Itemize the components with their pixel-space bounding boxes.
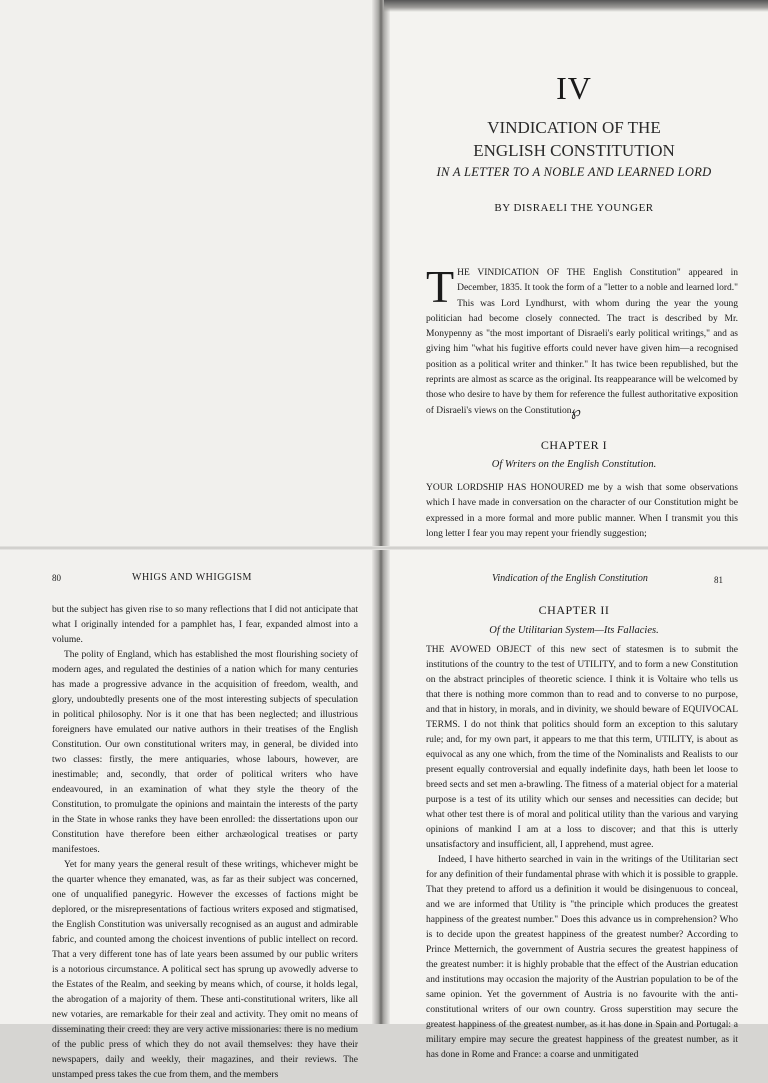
running-head-left: WHIGS AND WHIGGISM <box>132 572 252 583</box>
intro-text: English Constitution" appeared in December, 1835. It took the form of a "letter to a noble and learned lord." This was Lord Lyndhurst, with whom during the year the young politician had become closely connected. The tract is described by Mr. Monypenny as "the most important of Disraeli's early political writings," and as giving him "what his fugitive efforts could never have given him—a recognised position as a political writer and thinker." It has twice been republished, but the reprints are almost as scarce as the original. Its reappearance will be welcomed by those who desire to have by them for reference the fullest authoritative exposition of Disraeli's views on the Constitution. <box>426 268 739 416</box>
drop-cap: T <box>426 261 455 312</box>
left-paragraph-1: but the subject has given rise to so many reflections that I did not anticipate that what I originally intended for a pamphlet has, I fear, expanded almost into a volume. <box>52 605 358 645</box>
chapter-1-opening-text <box>426 481 738 542</box>
left-page-body <box>52 603 358 1083</box>
right-paragraph-2: Indeed, I have hitherto searched in vain in the writings of the Utilitarian sect for any definition of their fundamental phrase with which it is possible to grapple. That they pretend to afford us a definition it would be disingenuous to conceal, and we are informed that Utility is "the principle which produces the greatest happiness of the greatest number." Does this advance us in comprehension? Who is to decide upon the greatest happiness of the greatest number? According to Prince Metternich, the government of Austria secures the greatest happiness of the greatest number: it is highly probable that the effect of the Austrian education and institutions may occasion the majority of the Austrian population to be of the same opinion. Yet the government of Austria is no favourite with the anti-constitutional writers of our own country. Gross superstition may secure the greatest happiness of the greatest number, as it has done in Spain and Portugal: a military empire may secure the greatest happiness of the greatest number, as it has done in Rome and France: a coarse and unmitigated <box>426 855 738 1060</box>
right-page-body <box>426 643 738 1063</box>
left-paragraph-2: The polity of England, which has established the most flourishing society of modern ages, and regulated the destinies of a nation which for many centuries has made a progressive advance in the acquisition of freedom, wealth, and glory, undoubtedly presents one of the most interesting subjects of speculation in political philosophy. Nor is it one that has been neglected; and illustrious foreigners have emulated our native authors in their treatises of the English Constitution. Our own constitutional writers may, in general, be divided into two classes: firstly, the mere antiquaries, whose labours, however, are inestimable; and, secondly, that order of political writers who have endeavoured, in an examination of what they style the theory of the Constitution, to promulgate the opinions and maintain the interests of the party in the State in whose ranks they have been enrolled: the dissertations upon our Constitution have therefore been either archæological treatises or party manifestoes. <box>52 650 358 855</box>
chapter-1-smallcaps: YOUR LORDSHIP HAS HONOURED <box>426 483 584 493</box>
scan-top-shadow <box>384 0 768 12</box>
chapter-1-heading: CHAPTER I <box>540 438 608 452</box>
essay-title-line-1: VINDICATION OF THE <box>487 118 661 137</box>
ornament-icon: ℘ <box>571 405 581 420</box>
chapter-2-subtitle: Of the Utilitarian System—Its Fallacies. <box>489 625 659 636</box>
chapter-numeral: IV <box>556 70 592 106</box>
essay-subtitle: IN A LETTER TO A NOBLE AND LEARNED LORD <box>436 165 712 179</box>
chapter-2-heading: CHAPTER II <box>538 603 610 617</box>
essay-title-line-2: ENGLISH CONSTITUTION <box>473 141 675 160</box>
chapter-1-subtitle: Of Writers on the English Constitution. <box>491 459 657 470</box>
right-page <box>384 548 768 1060</box>
right-paragraph-1-text: of this new sect of statesmen is to submit the institutions of the country to the test of UTILITY, and to form a new Constitution on the abstract principles of theoretic science. I think it is Voltaire who tells us that there is nothing more common than to read and to converse to no purpose, and that in history, in morals, and in divinity, we should beware of EQUIVOCAL TERMS. I do not think that politics should form an exception to this salutary rule; and, for my own part, it appears to me that this term, UTILITY, is about as equivocal as any one which, from the time of the Nominalists and Realists to our present equally controversial and equally indefinite days, hath been let loose to breed sects and set men a-brawling. The fitness of a material object for a material purpose is a test of its utility which our senses and necessities can decide; but what other test there is of moral and political utility than the various and varying opinions of mankind I am at a loss to discover; and that this is utterly unsatisfactory and insufficient, all, I apprehend, must agree. <box>426 645 738 850</box>
essay-title <box>424 116 724 162</box>
left-page <box>0 548 380 1080</box>
left-paragraph-3: Yet for many years the general result of these writings, whichever might be the quarter whence they emanated, was, as far as their subject was concerned, one of unqualified panegyric. However the excesses of factions might be deplored, or the misrepresentations of factious writers exposed and stigmatised, the English Constitution was universally recognised as an august and admirable fabric, and counted among the choicest inventions of public intellect on record. That a very different tone has of late years been assumed by our public writers is a notorious circumstance. A political sect has sprung up avowedly adverse to the Estates of the Realm, and seeking by means which, of course, it holds legal, the abrogation of a majority of them. These anti-constitutional writers, like all new votaries, are remarkable for their zeal and activity. They omit no means of disseminating their creed: they are very active missionaries: there is no medium of the public press of which they do not avail themselves: they have their newspapers, daily and weekly, their magazines, and their reviews. The unstamped press takes the cue from them, and the members <box>52 860 358 1080</box>
page-number-right: 81 <box>714 575 723 585</box>
right-paragraph-1-smallcaps: THE AVOWED OBJECT <box>426 645 532 655</box>
book-gutter <box>372 0 390 1024</box>
intro-paragraph <box>426 261 739 419</box>
intro-smallcaps: HE VINDICATION OF THE <box>457 268 586 278</box>
chapter-1-text: me by a wish that some observations which I have made in conversation on the character of our Constitution might be expressed in a more formal and more public manner. When I transmit you this long letter I fear you may repent your friendly suggestion; <box>426 483 738 539</box>
running-head-right: Vindication of the English Constitution <box>492 573 648 584</box>
author-byline: BY DISRAELI THE YOUNGER <box>494 202 654 214</box>
page-seam <box>0 546 768 550</box>
right-paragraph-1 <box>426 643 738 853</box>
page-number-left: 80 <box>52 573 61 583</box>
blank-page <box>0 0 380 548</box>
chapter-opening-page <box>384 0 768 548</box>
